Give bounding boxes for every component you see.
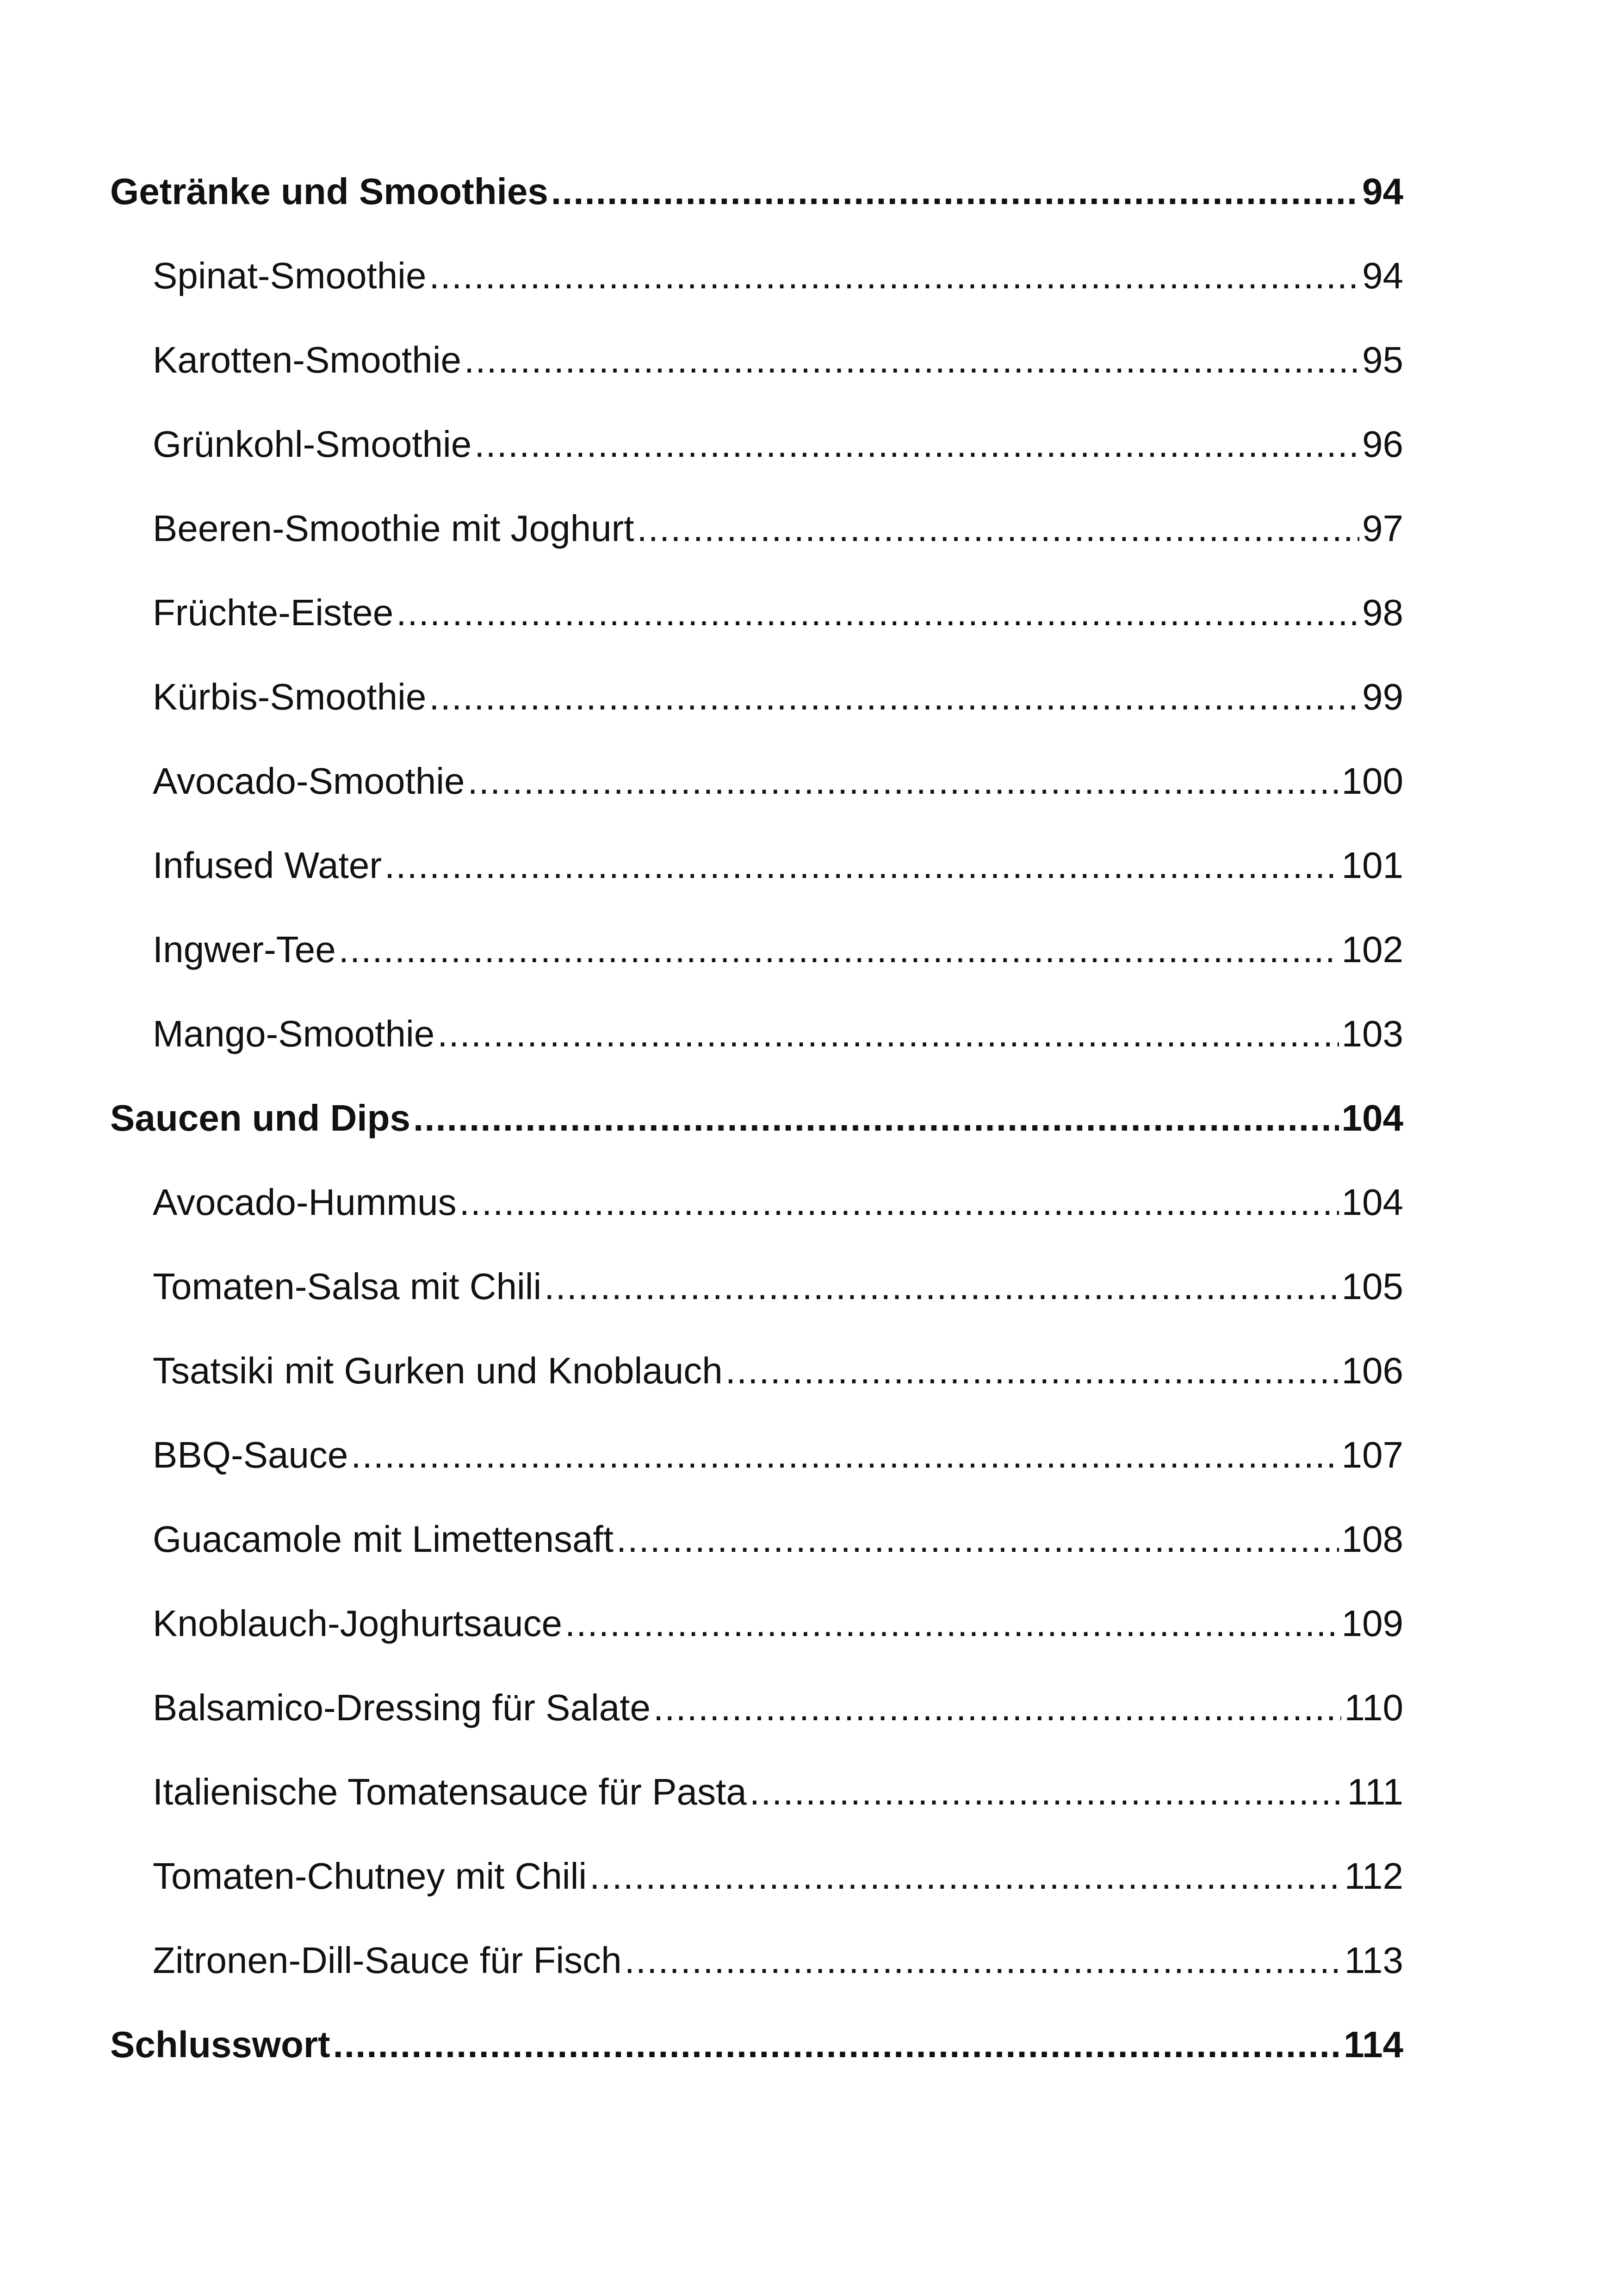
toc-entry-title: Mango-Smoothie bbox=[153, 1013, 435, 1054]
toc-entry-title: Tomaten-Salsa mit Chili bbox=[153, 1266, 542, 1307]
toc-recipe-entry bbox=[153, 1427, 1403, 1483]
toc-dot-leader bbox=[429, 669, 1359, 725]
toc-recipe-entry bbox=[153, 669, 1403, 725]
toc-chapter-entry bbox=[110, 164, 1403, 219]
toc-dot-leader bbox=[351, 1427, 1339, 1483]
toc-dot-leader bbox=[637, 501, 1360, 556]
toc-recipe-entry bbox=[153, 1764, 1403, 1820]
toc-page-number: 113 bbox=[1344, 1940, 1403, 1981]
toc-entry-title: Spinat-Smoothie bbox=[153, 255, 427, 296]
toc-page-number: 94 bbox=[1362, 255, 1403, 296]
toc-chapter-entry bbox=[110, 2017, 1403, 2072]
toc-recipe-entry bbox=[153, 753, 1403, 809]
toc-dot-leader bbox=[589, 1848, 1341, 1904]
toc-page-number: 107 bbox=[1341, 1434, 1403, 1475]
toc-entry-title: Balsamico-Dressing für Salate bbox=[153, 1687, 651, 1728]
toc-dot-leader bbox=[551, 164, 1359, 219]
toc-recipe-entry bbox=[153, 332, 1403, 388]
toc-dot-leader bbox=[459, 1175, 1339, 1230]
toc-entry-title: Avocado-Smoothie bbox=[153, 760, 465, 802]
toc-page-number: 104 bbox=[1341, 1097, 1403, 1139]
toc-recipe-entry bbox=[153, 1006, 1403, 1062]
toc-dot-leader bbox=[413, 1090, 1339, 1146]
toc-page-number: 112 bbox=[1344, 1855, 1403, 1897]
toc-dot-leader bbox=[725, 1343, 1339, 1399]
toc-recipe-entry bbox=[153, 1680, 1403, 1736]
toc-entry-title: Getränke und Smoothies bbox=[110, 171, 548, 212]
toc-recipe-entry bbox=[153, 1175, 1403, 1230]
toc-dot-leader bbox=[468, 753, 1339, 809]
toc-page-number: 94 bbox=[1362, 171, 1403, 212]
toc-page-number: 111 bbox=[1347, 1771, 1403, 1812]
toc-entry-title: Früchte-Eistee bbox=[153, 592, 394, 633]
toc-dot-leader bbox=[653, 1680, 1341, 1736]
toc-recipe-entry bbox=[153, 1343, 1403, 1399]
toc-recipe-entry bbox=[153, 922, 1403, 977]
toc-entry-title: Infused Water bbox=[153, 845, 382, 886]
toc-entry-title: Tsatsiki mit Gurken und Knoblauch bbox=[153, 1350, 723, 1391]
toc-page-number: 100 bbox=[1341, 760, 1403, 802]
toc-page-number: 97 bbox=[1362, 508, 1403, 549]
toc-recipe-entry bbox=[153, 1596, 1403, 1651]
toc-entry-title: Grünkohl-Smoothie bbox=[153, 423, 472, 465]
toc-page-number: 104 bbox=[1341, 1182, 1403, 1223]
toc-dot-leader bbox=[464, 332, 1359, 388]
toc-page-number: 102 bbox=[1341, 929, 1403, 970]
toc-entry-title: Zitronen-Dill-Sauce für Fisch bbox=[153, 1940, 622, 1981]
toc-dot-leader bbox=[565, 1596, 1339, 1651]
toc-entry-title: Guacamole mit Limettensaft bbox=[153, 1518, 614, 1560]
toc-entry-title: Saucen und Dips bbox=[110, 1097, 410, 1139]
toc-dot-leader bbox=[625, 1933, 1342, 1988]
toc-entry-title: Knoblauch-Joghurtsauce bbox=[153, 1603, 563, 1644]
toc-page-number: 106 bbox=[1341, 1350, 1403, 1391]
toc-dot-leader bbox=[544, 1259, 1339, 1314]
toc-page-number: 98 bbox=[1362, 592, 1403, 633]
toc-recipe-entry bbox=[153, 501, 1403, 556]
toc-entry-title: Schlusswort bbox=[110, 2024, 330, 2065]
toc-entry-title: Tomaten-Chutney mit Chili bbox=[153, 1855, 587, 1897]
toc-entry-title: Karotten-Smoothie bbox=[153, 339, 462, 380]
toc-entry-title: Ingwer-Tee bbox=[153, 929, 336, 970]
toc-page-number: 103 bbox=[1341, 1013, 1403, 1054]
toc-entry-title: Beeren-Smoothie mit Joghurt bbox=[153, 508, 634, 549]
toc-dot-leader bbox=[429, 248, 1359, 304]
toc-recipe-entry bbox=[153, 248, 1403, 304]
toc-page-number: 105 bbox=[1341, 1266, 1403, 1307]
toc-page-number: 110 bbox=[1344, 1687, 1403, 1728]
toc-dot-leader bbox=[333, 2017, 1341, 2072]
toc-page-number: 114 bbox=[1343, 2024, 1403, 2065]
toc-recipe-entry bbox=[153, 1512, 1403, 1567]
toc-page-number: 99 bbox=[1362, 676, 1403, 717]
toc-dot-leader bbox=[750, 1764, 1345, 1820]
toc-page-number: 95 bbox=[1362, 339, 1403, 380]
toc-dot-leader bbox=[437, 1006, 1339, 1062]
toc-page-number: 101 bbox=[1341, 845, 1403, 886]
toc-recipe-entry bbox=[153, 1933, 1403, 1988]
toc-entry-title: Kürbis-Smoothie bbox=[153, 676, 427, 717]
toc-page-number: 108 bbox=[1341, 1518, 1403, 1560]
toc-recipe-entry bbox=[153, 1259, 1403, 1314]
toc-entry-title: Italienische Tomatensauce für Pasta bbox=[153, 1771, 747, 1812]
toc-page-number: 109 bbox=[1341, 1603, 1403, 1644]
toc-entry-title: Avocado-Hummus bbox=[153, 1182, 457, 1223]
toc-chapter-entry bbox=[110, 1090, 1403, 1146]
toc-entry-title: BBQ-Sauce bbox=[153, 1434, 348, 1475]
toc-page-number: 96 bbox=[1362, 423, 1403, 465]
toc-recipe-entry bbox=[153, 1848, 1403, 1904]
toc-dot-leader bbox=[396, 585, 1359, 641]
toc-recipe-entry bbox=[153, 585, 1403, 641]
toc-recipe-entry bbox=[153, 838, 1403, 893]
toc-dot-leader bbox=[384, 838, 1339, 893]
toc-dot-leader bbox=[339, 922, 1339, 977]
toc-dot-leader bbox=[616, 1512, 1339, 1567]
toc-dot-leader bbox=[474, 417, 1359, 472]
toc-recipe-entry bbox=[153, 417, 1403, 472]
